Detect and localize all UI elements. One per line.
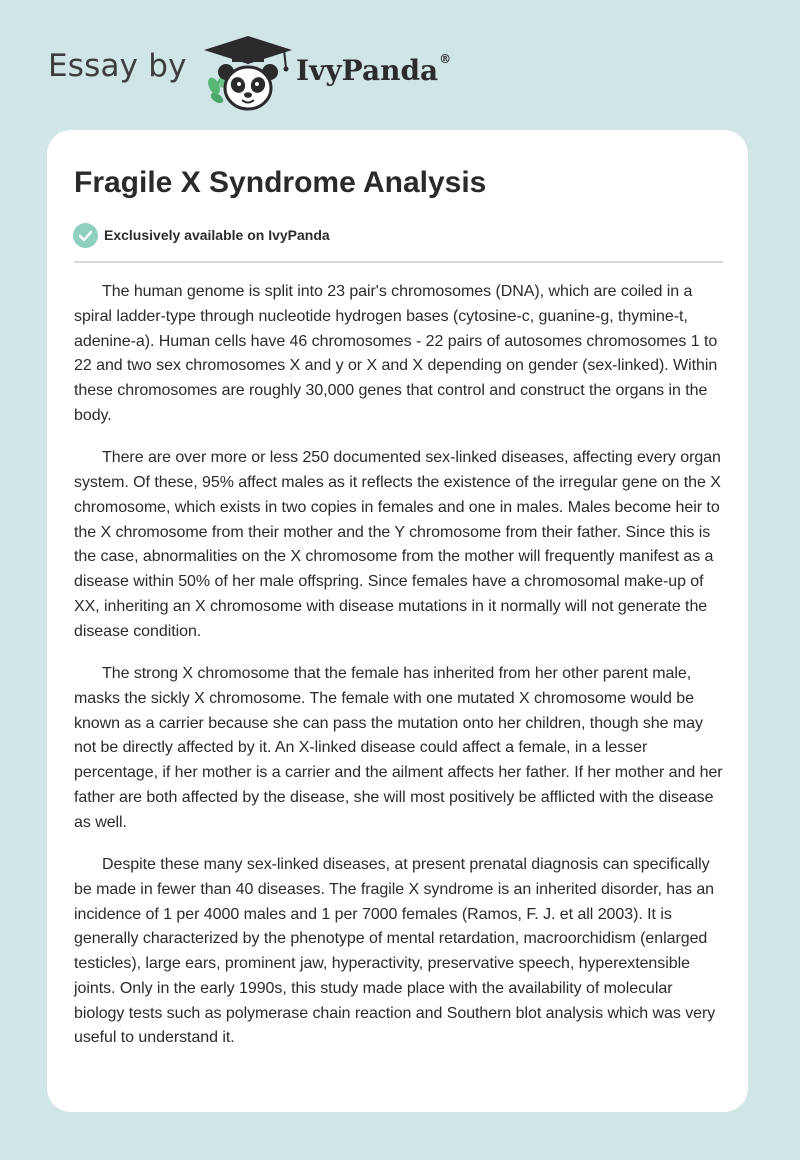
- paragraph: Despite these many sex-linked diseases, at present prenatal diagnosis can specifically be made in fewer than 40 diseases. The fragile X syndrome is an inherited disorder, has an incidence of 1 per 4000 males and 1 per 7000 females (Ramos, F. J. et all 2003). It is generally characterized by the phenotype of mental retardation, macroorchidism (enlarged testicles), large ears, prominent jaw, hyperactivity, preservative speech, hyperextensible joints. Only in the early 1990s, this study made place with the availability of molecular biology tests such as polymerase chain reaction and Southern blot analysis which was very useful to understand it.: [74, 855, 716, 1047]
- exclusive-badge-label: Exclusively available on IvyPanda: [104, 227, 330, 243]
- page-title: Fragile X Syndrome Analysis: [74, 166, 487, 199]
- paragraph: There are over more or less 250 documented sex-linked diseases, affecting every organ system. Of these, 95% affect males as it reflects the existence of the irregular gene on the X chromosome, which exists in two copies in females and one in males. Males become heir to the X chromosome from their mother and the Y chromosome from their father. Since this is the case, abnormalities on the X chromosome from the mother will frequently manifest as a disease within 50% of her male offspring. Since females have a chromosomal make-up of XX, inheriting an X chromosome with disease mutations in it normally will not generate the disease condition.: [74, 449, 721, 640]
- brand-prefix: Essay by: [48, 48, 187, 84]
- site-header: [48, 28, 468, 108]
- essay-card: [47, 130, 748, 1112]
- exclusive-badge: [73, 222, 330, 248]
- essay-body: [74, 280, 723, 1069]
- brand-name[interactable]: [296, 54, 451, 87]
- brand-name-text: IvyPanda: [296, 54, 439, 87]
- divider: [74, 261, 723, 263]
- paragraph: The human genome is split into 23 pair's chromosomes (DNA), which are coiled in a spiral ladder-type through nucleotide hydrogen bases (cytosine-c, guanine-g, thymine-t, adenine-a). Human cells have 46 chromosomes - 22 pairs of autosomes chromosomes 1 to 22 and two sex chromosomes X and y or X and X depending on gender (sex-linked). Within these chromosomes are roughly 30,000 genes that control and construct the organs in the body.: [74, 283, 718, 424]
- check-circle-icon: [73, 223, 98, 248]
- paragraph: The strong X chromosome that the female has inherited from her other parent male, masks the sickly X chromosome. The female with one mutated X chromosome would be known as a carrier because she can pass the mutation onto her children, though she may not be directly affected by it. An X-linked disease could affect a female, in a lesser percentage, if her mother is a carrier and the ailment affects her father. If her mother and her father are both affected by the disease, she will most positively be afflicted with the disease as well.: [74, 664, 723, 831]
- registered-mark: ®: [439, 52, 452, 66]
- panda-graduate-logo-icon[interactable]: [202, 34, 294, 114]
